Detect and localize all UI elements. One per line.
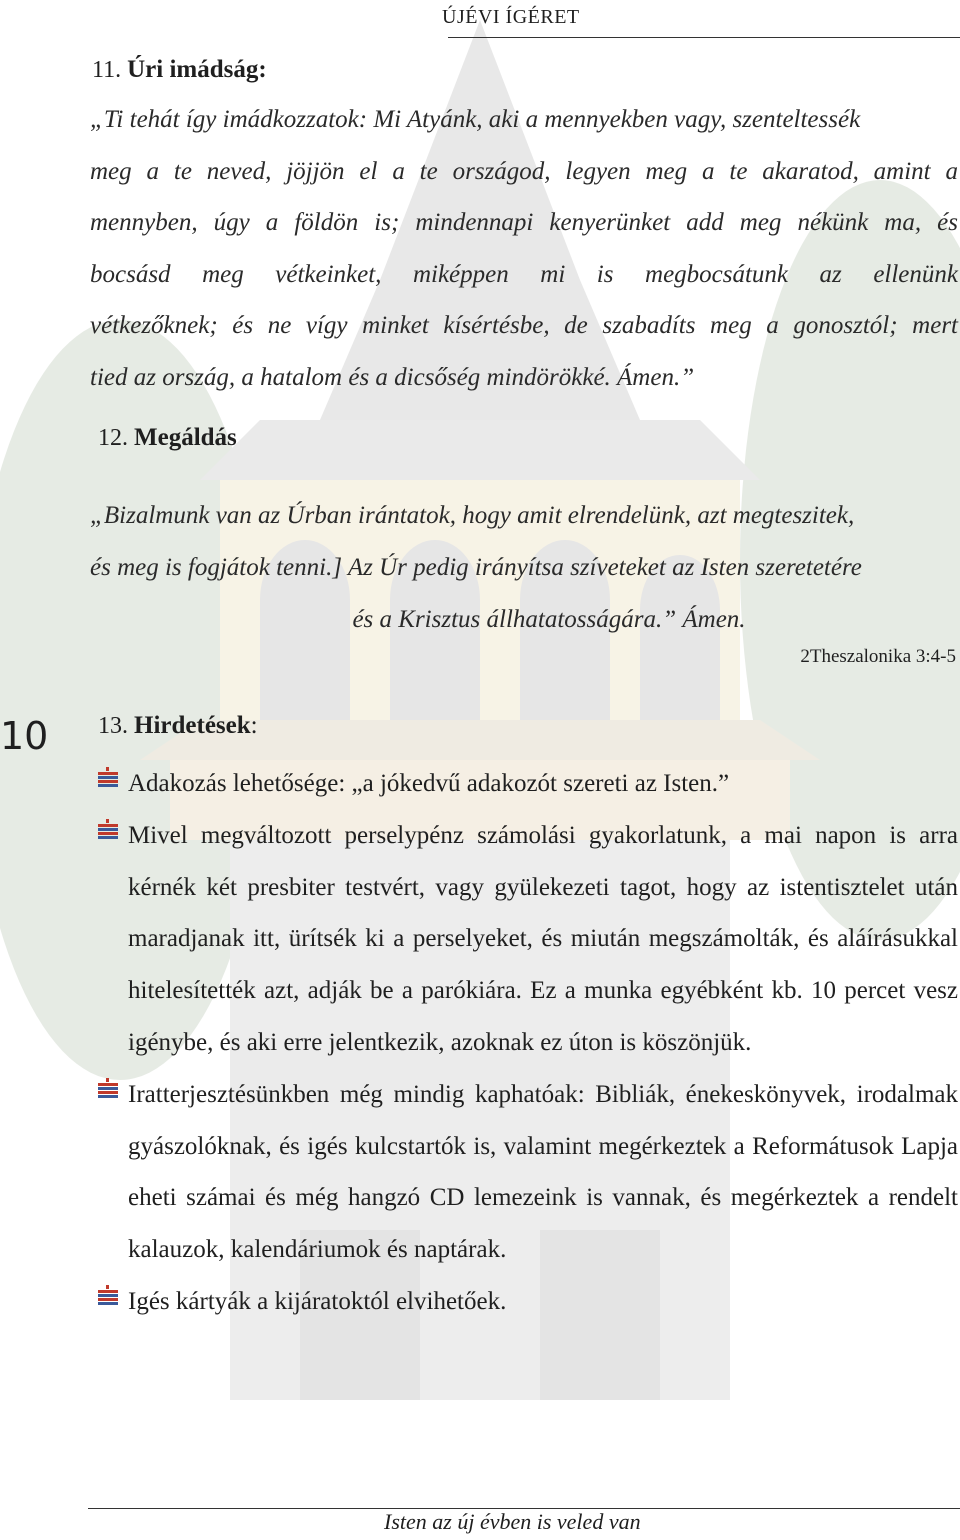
announcement-text: Mivel megváltozott perselypénz számolási gyakorlatunk, a mai napon is arra kérnék két presbiter testvért, vagy gyülekezeti tagot, hogy az istentisztelet után maradjanak itt, ürítsék ki a perselyeket, és miután megszámolták, és aláírásukkal hitelesítették azt, adják be a parókiára. Ez a munka egyébként kb. 10 percet vesz igénybe, és aki erre jelentkezik, azoknak ez úton is köszönjük.: [128, 821, 958, 1056]
section-number: 11.: [92, 57, 122, 83]
section-number: 12.: [98, 425, 128, 451]
section-12-heading: [98, 424, 237, 452]
blessing-line: és meg is fogjátok tenni.] Az Úr pedig irányítsa szíveteket az Isten szeretetére: [90, 554, 862, 581]
page-number: 10: [0, 714, 49, 758]
section-title-colon: :: [250, 712, 258, 739]
page-footer-text: Isten az új évben is veled van: [384, 1509, 641, 1534]
section-title: Megáldás: [134, 424, 237, 451]
book-stack-icon: [96, 1284, 120, 1306]
list-item: [96, 758, 958, 810]
announcement-text: Adakozás lehetősége: „a jókedvű adakozót szereti az Isten.”: [128, 770, 730, 797]
prayer-line: bocsásd meg vétkeinket, miképpen mi is megbocsátunk az ellenünk: [90, 260, 958, 288]
prayer-line: mennyben, úgy a földön is; mindennapi kenyerünket add meg nékünk ma, és: [90, 209, 958, 236]
section-number: 13.: [98, 713, 128, 739]
section-13-heading: [98, 712, 258, 740]
prayer-line: „Ti tehát így imádkozzatok: Mi Atyánk, aki a mennyekben vagy, szenteltessék: [90, 106, 861, 133]
announcement-text: Igés kártyák a kijáratoktól elvihetőek.: [128, 1287, 507, 1315]
blessing-text: [90, 490, 958, 646]
announcements-list: [96, 758, 958, 1328]
page-header-title: ÚJÉVI ÍGÉRET: [442, 6, 580, 28]
blessing-line: és a Krisztus állhatatosságára.” Ámen.: [352, 606, 746, 633]
book-stack-icon: [96, 766, 120, 788]
list-item: [96, 1069, 958, 1276]
section-title: Hirdetések: [134, 712, 251, 739]
prayer-line: vétkezőknek; és ne vígy minket kísértésbe, de szabadíts meg a gonosztól; mert: [90, 312, 958, 339]
blessing-line: „Bizalmunk van az Úrban irántatok, hogy amit elrendelünk, azt megteszitek,: [90, 502, 855, 529]
list-item: [96, 1276, 958, 1328]
lords-prayer-text: [90, 94, 958, 403]
prayer-line: meg a te neved, jöjjön el a te országod, legyen meg a te akaratod, amint a: [90, 157, 958, 185]
header-divider: [448, 37, 960, 38]
scripture-reference: 2Theszalonika 3:4-5: [800, 646, 956, 667]
list-item: [96, 810, 958, 1069]
prayer-line: tied az ország, a hatalom és a dicsőség mindörökké. Ámen.”: [90, 363, 695, 391]
section-title: Úri imádság:: [127, 56, 267, 83]
book-stack-icon: [96, 818, 120, 840]
section-11-heading: [92, 56, 267, 84]
announcement-text: Iratterjesztésünkben még mindig kaphatóak: Bibliák, énekeskönyvek, irodalmak gyászolóknak, és igés kulcstartók is, valamint megérkeztek a Reformátusok Lapja eheti számai és még hangzó CD lemezeink is vannak, és megérkeztek a rendelt kalauzok, kalendáriumok és naptárak.: [128, 1080, 958, 1264]
book-stack-icon: [96, 1077, 120, 1099]
